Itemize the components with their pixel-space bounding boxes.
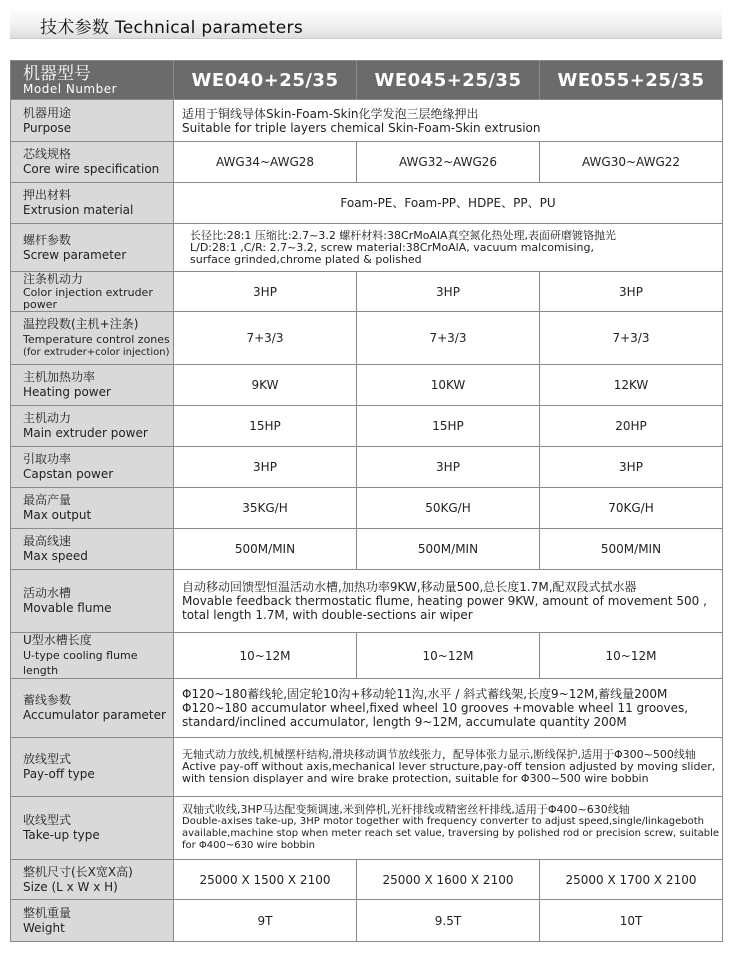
- row-value: 双轴式收线,3HP马达配变频调速,米到停机,光杆排线或精密丝杆排线,适用于Φ400~630线轴 Double-axises take-up, 3HP motor together with frequency converter to adjust speed,single/linkageboth available,machine stop when meter reach set value, traversing by polished rod or precision screw, suitable for Φ400~630 wire bobbin: [174, 797, 723, 860]
- row-value: Foam-PE、Foam-PP、HDPE、PP、PU: [174, 183, 723, 224]
- cell-value: 10~12M: [540, 633, 723, 679]
- row-value: 自动移动回馈型恒温活动水槽,加热功率9KW,移动量500,总长度1.7M,配双段式拭水器 Movable feedback thermostatic flume, heating power 9KW, amount of movement 500 , total length 1.7M, with double-sections air wiper: [174, 570, 723, 633]
- cell-value: 12KW: [540, 365, 723, 406]
- row-label: 螺杆参数 Screw parameter: [11, 224, 174, 272]
- cell-value: 10KW: [357, 365, 540, 406]
- row-label: 押出材料 Extrusion material: [11, 183, 174, 224]
- cell-value: 70KG/H: [540, 488, 723, 529]
- cell-value: 15HP: [357, 406, 540, 447]
- cell-value: 3HP: [357, 272, 540, 312]
- row-label: 整机重量 Weight: [11, 900, 174, 942]
- row-temperature-zones: [11, 312, 723, 365]
- row-purpose: [11, 100, 723, 142]
- parameters-table: [10, 60, 723, 942]
- row-label: 收线型式 Take-up type: [11, 797, 174, 860]
- cell-value: AWG30~AWG22: [540, 142, 723, 183]
- cell-value: 10~12M: [357, 633, 540, 679]
- cell-value: 3HP: [540, 272, 723, 312]
- cell-value: 10~12M: [174, 633, 357, 679]
- cell-value: 500M/MIN: [174, 529, 357, 570]
- row-label: 主机加热功率 Heating power: [11, 365, 174, 406]
- row-capstan-power: [11, 447, 723, 488]
- row-heating-power: [11, 365, 723, 406]
- model-2: WE045+25/35: [357, 61, 540, 100]
- row-label: 温控段数(主机+注条) Temperature control zones (for extruder+color injection): [11, 312, 174, 365]
- row-label: 注条机动力 Color injection extruder power: [11, 272, 174, 312]
- row-label: 最高产量 Max output: [11, 488, 174, 529]
- row-main-extruder-power: [11, 406, 723, 447]
- cell-value: 3HP: [174, 447, 357, 488]
- row-pay-off: [11, 738, 723, 797]
- cell-value: 9KW: [174, 365, 357, 406]
- row-label: U型水槽长度 U-type cooling flume length: [11, 633, 174, 679]
- row-label: 引取功率 Capstan power: [11, 447, 174, 488]
- row-movable-flume: [11, 570, 723, 633]
- row-label: 机器用途 Purpose: [11, 100, 174, 142]
- row-label: 最高线速 Max speed: [11, 529, 174, 570]
- cell-value: 35KG/H: [174, 488, 357, 529]
- row-size: [11, 860, 723, 900]
- cell-value: 9T: [174, 900, 357, 942]
- row-take-up: [11, 797, 723, 860]
- cell-value: 15HP: [174, 406, 357, 447]
- cell-value: 500M/MIN: [357, 529, 540, 570]
- cell-value: 3HP: [174, 272, 357, 312]
- model-number-label: 机器型号 Model Number: [11, 61, 174, 100]
- row-label: 主机动力 Main extruder power: [11, 406, 174, 447]
- model-1: WE040+25/35: [174, 61, 357, 100]
- row-extrusion-material: [11, 183, 723, 224]
- row-label: 活动水槽 Movable flume: [11, 570, 174, 633]
- cell-value: 25000 X 1600 X 2100: [357, 860, 540, 900]
- row-max-output: [11, 488, 723, 529]
- row-u-type-flume: [11, 633, 723, 679]
- row-max-speed: [11, 529, 723, 570]
- row-value: 无轴式动力放线,机械摆杆结构,滑块移动调节放线张力，配导体张力显示,断线保护,适用于Φ300~500线轴 Active pay-off without axis,mechanical lever structure,pay-off tension adjusted by moving slider, with tension displayer and wire brake protection, suitable for Φ300~500 wire bobbin: [174, 738, 723, 797]
- row-core-wire: [11, 142, 723, 183]
- cell-value: AWG34~AWG28: [174, 142, 357, 183]
- row-label: 放线型式 Pay-off type: [11, 738, 174, 797]
- cell-value: AWG32~AWG26: [357, 142, 540, 183]
- row-label: 芯线规格 Core wire specification: [11, 142, 174, 183]
- model-header-row: [11, 61, 723, 100]
- section-header: [10, 8, 722, 39]
- row-screw-parameter: [11, 224, 723, 272]
- row-color-injection: [11, 272, 723, 312]
- cell-value: 9.5T: [357, 900, 540, 942]
- cell-value: 500M/MIN: [540, 529, 723, 570]
- row-label: 整机尺寸(长X宽X高) Size (L x W x H): [11, 860, 174, 900]
- row-value: 长径比:28:1 压缩比:2.7~3.2 螺杆材料:38CrMoAlA真空氮化热处理,表面研磨镀铬抛光 L/D:28:1 ,C/R: 2.7~3.2, screw material:38CrMoAlA, vacuum malcomising, surface grinded,chrome plated & polished: [174, 224, 723, 272]
- cell-value: 3HP: [540, 447, 723, 488]
- cell-value: 25000 X 1500 X 2100: [174, 860, 357, 900]
- row-value: Φ120~180蓄线轮,固定轮10沟+移动轮11沟,水平 / 斜式蓄线架,长度9~12M,蓄线量200M Φ120~180 accumulator wheel,fixed wheel 10 grooves +movable wheel 11 grooves, standard/inclined accumulator, length 9~12M, accumulate quantity 200M: [174, 679, 723, 738]
- cell-value: 25000 X 1700 X 2100: [540, 860, 723, 900]
- model-3: WE055+25/35: [540, 61, 723, 100]
- row-value: 适用于铜线导体Skin-Foam-Skin化学发泡三层绝缘押出 Suitable for triple layers chemical Skin-Foam-Skin extrusion: [174, 100, 723, 142]
- row-label: 蓄线参数 Accumulator parameter: [11, 679, 174, 738]
- cell-value: 3HP: [357, 447, 540, 488]
- row-weight: [11, 900, 723, 942]
- cell-value: 20HP: [540, 406, 723, 447]
- row-accumulator: [11, 679, 723, 738]
- cell-value: 7+3/3: [174, 312, 357, 365]
- cell-value: 50KG/H: [357, 488, 540, 529]
- cell-value: 10T: [540, 900, 723, 942]
- section-title: 技术参数 Technical parameters: [40, 18, 303, 38]
- cell-value: 7+3/3: [357, 312, 540, 365]
- cell-value: 7+3/3: [540, 312, 723, 365]
